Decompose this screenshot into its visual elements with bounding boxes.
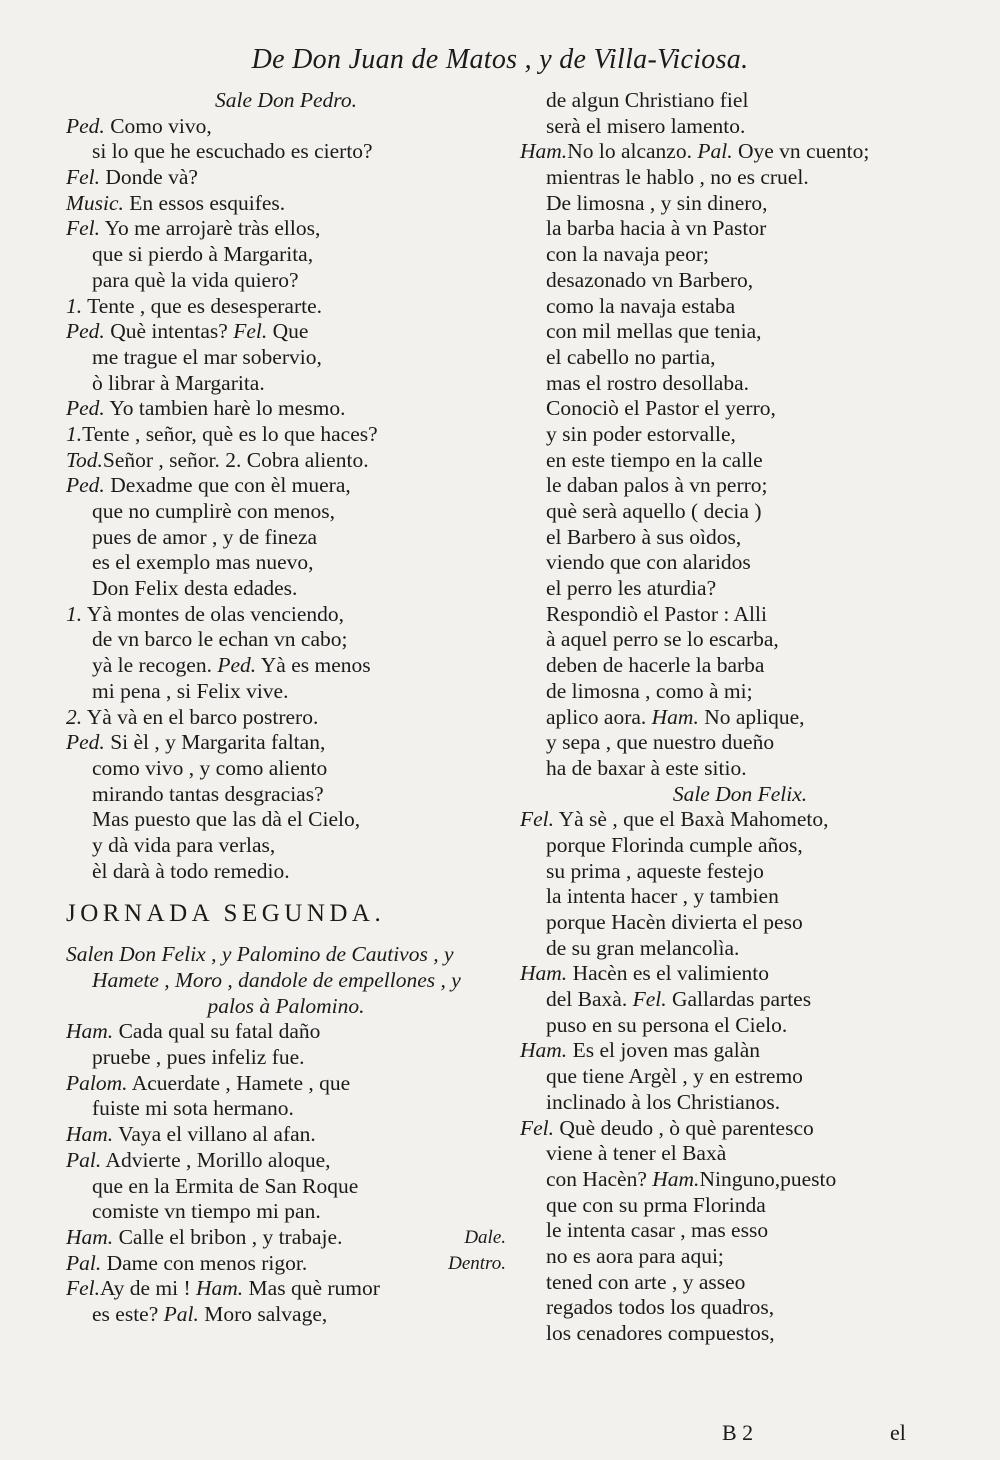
line-text: el Barbero à sus oìdos, xyxy=(546,524,742,549)
verse-line xyxy=(520,1013,960,1039)
line-text: como vivo , y como aliento xyxy=(92,755,328,780)
verse-line xyxy=(66,807,506,833)
line-text: yà le recogen. xyxy=(92,653,218,678)
right-column xyxy=(520,88,960,1347)
line-text: tened con arte , y asseo xyxy=(546,1269,746,1294)
line-text: Moro salvage, xyxy=(198,1301,328,1326)
verse-line xyxy=(66,268,506,294)
verse-line xyxy=(520,473,960,499)
verse-line xyxy=(520,294,960,320)
line-text: inclinado à los Christianos. xyxy=(546,1089,781,1114)
speaker-label: Ham. xyxy=(520,139,568,164)
act-heading xyxy=(66,898,506,930)
verse-line xyxy=(520,859,960,885)
line-text: viene à tener el Baxà xyxy=(546,1141,727,1166)
verse-line xyxy=(520,165,960,191)
line-text: el perro les aturdia? xyxy=(546,576,717,601)
line-text: que tiene Argèl , y en estremo xyxy=(546,1064,803,1089)
speaker-label: Ped. xyxy=(66,730,105,755)
verse-line xyxy=(66,473,506,499)
verse-line xyxy=(520,1064,960,1090)
line-text: En essos esquifes. xyxy=(123,190,286,215)
line-text: de su gran melancolìa. xyxy=(546,935,740,960)
line-text: fuiste mi sota hermano. xyxy=(92,1096,294,1121)
line-text: èl darà à todo remedio. xyxy=(92,858,290,883)
line-text: ha de baxar à este sitio. xyxy=(546,755,747,780)
speaker-label: Ham. xyxy=(66,1122,114,1147)
verse-line xyxy=(520,936,960,962)
speaker-label: Music. xyxy=(66,190,124,215)
line-text: Sale Don Felix. xyxy=(672,781,808,806)
speaker-label: Ped. xyxy=(66,113,105,138)
line-text: la barba hacia à vn Pastor xyxy=(546,216,767,241)
verse-line xyxy=(66,216,506,242)
speaker-label: Fel. xyxy=(632,987,667,1012)
verse-line xyxy=(520,1218,960,1244)
verse-line xyxy=(520,1244,960,1270)
verse-line xyxy=(66,833,506,859)
verse-line xyxy=(66,782,506,808)
speaker-label: Fel. xyxy=(233,319,268,344)
verse-line xyxy=(520,242,960,268)
verse-line xyxy=(520,833,960,859)
speaker-label: Palom. xyxy=(66,1070,128,1095)
verse-line xyxy=(520,1090,960,1116)
speaker-label: Ped. xyxy=(66,319,105,344)
line-text: que con su prma Florinda xyxy=(546,1192,766,1217)
speaker-label: Pal. xyxy=(66,1147,102,1172)
line-text: Cada qual su fatal daño xyxy=(113,1019,321,1044)
speaker-label: 1. xyxy=(66,601,83,626)
line-text: mirando tantas desgracias? xyxy=(92,781,324,806)
line-text: Oye vn cuento; xyxy=(732,139,870,164)
line-text: Como vivo, xyxy=(104,113,212,138)
line-text: de limosna , como à mi; xyxy=(546,678,753,703)
line-text: que no cumplirè con menos, xyxy=(92,499,336,523)
verse-line xyxy=(66,1096,506,1122)
line-text: De limosna , y sin dinero, xyxy=(546,190,768,215)
line-text: Acuerdate , Hamete , que xyxy=(127,1070,351,1095)
verse-line xyxy=(66,165,506,191)
verse-line xyxy=(66,319,506,345)
verse-line xyxy=(520,114,960,140)
line-text: si lo que he escuchado es cierto? xyxy=(92,139,373,164)
line-text: ò librar à Margarita. xyxy=(92,370,265,395)
line-text: Respondiò el Pastor : Alli xyxy=(546,601,767,626)
verse-line xyxy=(520,550,960,576)
verse-line xyxy=(520,499,960,525)
verse-line xyxy=(66,1148,506,1174)
stage-direction xyxy=(66,968,506,994)
verse-line xyxy=(520,268,960,294)
line-text: y sepa , que nuestro dueño xyxy=(546,730,775,755)
speaker-label: Fel. xyxy=(66,216,101,241)
line-text: Don Felix desta edades. xyxy=(92,576,298,601)
verse-line xyxy=(520,627,960,653)
stage-direction xyxy=(66,88,506,114)
verse-line xyxy=(520,371,960,397)
line-text: me trague el mar sobervio, xyxy=(92,344,322,369)
verse-line xyxy=(520,756,960,782)
line-text: Ninguno,puesto xyxy=(699,1166,837,1191)
signature-mark: B 2 xyxy=(722,1420,754,1445)
verse-line xyxy=(520,525,960,551)
verse-line xyxy=(66,371,506,397)
verse-line xyxy=(520,653,960,679)
line-text: Señor , señor. 2. Cobra aliento. xyxy=(102,447,369,472)
verse-line xyxy=(66,1122,506,1148)
verse-line xyxy=(520,1193,960,1219)
line-text: Yo me arrojarè tràs ellos, xyxy=(100,216,321,241)
speaker-label: Ped. xyxy=(217,653,257,678)
line-text: Si èl , y Margarita faltan, xyxy=(104,730,326,755)
verse-line xyxy=(66,627,506,653)
stage-direction xyxy=(66,994,506,1020)
line-text: deben de hacerle la barba xyxy=(546,653,765,678)
verse-line xyxy=(520,576,960,602)
line-text: de vn barco le echan vn cabo; xyxy=(92,627,348,652)
line-text: y dà vida para verlas, xyxy=(92,832,276,857)
verse-line xyxy=(520,319,960,345)
line-text: que si pierdo à Margarita, xyxy=(92,242,314,267)
verse-line xyxy=(520,807,960,833)
line-text: Calle el bribon , y trabaje. xyxy=(113,1224,343,1249)
line-text: Mas què rumor xyxy=(243,1276,380,1301)
verse-line xyxy=(520,1141,960,1167)
verse-line xyxy=(520,88,960,114)
speaker-label: Fel. xyxy=(520,1115,555,1140)
verse-line xyxy=(520,1295,960,1321)
verse-line xyxy=(520,961,960,987)
speaker-label: Ham. xyxy=(195,1276,244,1301)
verse-line xyxy=(66,1199,506,1225)
verse-line xyxy=(66,139,506,165)
line-text: que en la Ermita de San Roque xyxy=(92,1173,359,1198)
verse-line xyxy=(520,910,960,936)
stage-direction xyxy=(66,942,506,968)
verse-line xyxy=(520,422,960,448)
line-text: Mas puesto que las dà el Cielo, xyxy=(92,807,361,832)
stage-aside: Dentro. xyxy=(448,1252,506,1274)
verse-line xyxy=(66,576,506,602)
line-text: desazonado vn Barbero, xyxy=(546,267,754,292)
verse-line xyxy=(520,1270,960,1296)
line-text: porque Hacèn divierta el peso xyxy=(546,910,803,934)
line-text: Dame con menos rigor. xyxy=(101,1250,308,1275)
verse-line xyxy=(520,1038,960,1064)
line-text: Yo tambien harè lo mesmo. xyxy=(104,396,346,421)
verse-line xyxy=(520,602,960,628)
verse-line xyxy=(520,1167,960,1193)
line-text: No lo alcanzo. xyxy=(567,139,698,164)
left-column xyxy=(66,88,506,1328)
verse-line xyxy=(66,1251,506,1277)
line-text: no es aora para aqui; xyxy=(546,1243,724,1268)
speaker-label: Pal. xyxy=(66,1250,102,1275)
line-text: Tente , señor, què es lo que haces? xyxy=(82,421,378,446)
verse-line xyxy=(66,679,506,705)
verse-line xyxy=(66,602,506,628)
line-text: le intenta casar , mas esso xyxy=(546,1218,769,1243)
line-text: à aquel perro se lo escarba, xyxy=(546,627,779,652)
speaker-label: Pal. xyxy=(697,139,733,164)
speaker-label: Ham. xyxy=(652,1166,700,1191)
line-text: Vaya el villano al afan. xyxy=(113,1122,316,1147)
speaker-label: Fel. xyxy=(66,1276,101,1301)
line-text: su prima , aqueste festejo xyxy=(546,858,764,883)
line-text: Donde và? xyxy=(100,165,198,190)
verse-line xyxy=(66,653,506,679)
verse-line xyxy=(520,1116,960,1142)
verse-line xyxy=(66,294,506,320)
verse-line xyxy=(66,242,506,268)
line-text: con Hacèn? xyxy=(546,1166,653,1191)
speaker-label: Pal. xyxy=(163,1301,199,1326)
speaker-label: Ham. xyxy=(66,1224,114,1249)
verse-line xyxy=(520,884,960,910)
line-text: los cenadores compuestos, xyxy=(546,1321,775,1345)
verse-line xyxy=(66,1225,506,1251)
line-text: mi pena , si Felix vive. xyxy=(92,678,289,703)
line-text: Sale Don Pedro. xyxy=(215,88,357,112)
verse-line xyxy=(66,396,506,422)
verse-line xyxy=(66,525,506,551)
line-text: Què intentas? xyxy=(104,319,234,344)
line-text: del Baxà. xyxy=(546,987,633,1012)
catchword: el xyxy=(890,1420,906,1445)
line-text: pues de amor , y de fineza xyxy=(92,524,318,549)
line-text: palos à Palomino. xyxy=(207,993,365,1018)
verse-line xyxy=(520,139,960,165)
stage-direction xyxy=(520,782,960,808)
line-text: puso en su persona el Cielo. xyxy=(546,1012,788,1037)
verse-line xyxy=(520,1321,960,1347)
line-text: Yà và en el barco postrero. xyxy=(82,704,319,729)
line-text: què serà aquello ( decia ) xyxy=(546,499,762,523)
verse-line xyxy=(66,859,506,885)
line-text: con la navaja peor; xyxy=(546,242,709,267)
verse-line xyxy=(520,448,960,474)
line-text: es el exemplo mas nuevo, xyxy=(92,550,314,575)
verse-line xyxy=(66,499,506,525)
line-text: serà el misero lamento. xyxy=(546,113,746,138)
line-text: y sin poder estorvalle, xyxy=(546,421,736,446)
line-text: mientras le hablo , no es cruel. xyxy=(546,165,809,190)
speaker-label: Ham. xyxy=(520,961,568,986)
speaker-label: 1. xyxy=(66,293,83,318)
verse-line xyxy=(520,730,960,756)
speaker-label: Fel. xyxy=(520,807,555,832)
verse-line xyxy=(520,396,960,422)
line-text: comiste vn tiempo mi pan. xyxy=(92,1199,321,1224)
verse-line xyxy=(66,705,506,731)
verse-line xyxy=(66,756,506,782)
line-text: Hamete , Moro , dandole de empellones , y xyxy=(92,968,461,992)
line-text: viendo que con alaridos xyxy=(546,550,751,575)
line-text: Salen Don Felix , y Palomino de Cautivos , y xyxy=(66,942,454,967)
line-text: porque Florinda cumple años, xyxy=(546,832,803,857)
line-text: el cabello no partia, xyxy=(546,344,716,369)
verse-line xyxy=(66,550,506,576)
line-text: JORNADA SEGUNDA. xyxy=(66,900,386,928)
line-text: regados todos los quadros, xyxy=(546,1295,775,1320)
line-text: Gallardas partes xyxy=(666,987,812,1012)
verse-line xyxy=(66,191,506,217)
line-text: con mil mellas que tenia, xyxy=(546,319,762,344)
speaker-label: Ham. xyxy=(651,704,699,729)
line-text: es este? xyxy=(92,1301,164,1326)
verse-line xyxy=(66,1276,506,1302)
verse-line xyxy=(520,705,960,731)
verse-line xyxy=(520,679,960,705)
line-text: le daban palos à vn perro; xyxy=(546,473,768,498)
speaker-label: Fel. xyxy=(66,165,101,190)
running-header: De Don Juan de Matos , y de Villa-Viciosa. xyxy=(251,44,749,75)
line-text: Tente , que es desesperarte. xyxy=(82,293,322,318)
line-text: Yà sè , que el Baxà Mahometo, xyxy=(554,807,829,832)
speaker-label: Ham. xyxy=(520,1038,568,1063)
verse-line xyxy=(66,1045,506,1071)
verse-line xyxy=(66,1302,506,1328)
line-text: Dexadme que con èl muera, xyxy=(104,473,351,498)
line-text: mas el rostro desollaba. xyxy=(546,370,750,395)
line-text: Hacèn es el valimiento xyxy=(567,961,769,986)
verse-line xyxy=(66,1019,506,1045)
line-text: Es el joven mas galàn xyxy=(567,1038,761,1063)
verse-line xyxy=(66,730,506,756)
speaker-label: Ham. xyxy=(66,1019,114,1044)
verse-line xyxy=(66,422,506,448)
line-text: en este tiempo en la calle xyxy=(546,447,763,472)
line-text: Que xyxy=(267,319,309,344)
line-text: Yà montes de olas venciendo, xyxy=(82,601,345,626)
speaker-label: 1. xyxy=(66,421,83,446)
line-text: Ay de mi ! xyxy=(100,1276,196,1301)
line-text: Advierte , Morillo aloque, xyxy=(101,1147,331,1172)
verse-line xyxy=(66,1174,506,1200)
line-text: la intenta hacer , y tambien xyxy=(546,884,779,909)
speaker-label: Ped. xyxy=(66,396,105,421)
line-text: de algun Christiano fiel xyxy=(546,88,749,112)
line-text: Yà es menos xyxy=(256,653,371,678)
line-text: Conociò el Pastor el yerro, xyxy=(546,396,776,421)
stage-aside: Dale. xyxy=(464,1226,506,1248)
line-text: Què deudo , ò què parentesco xyxy=(554,1115,814,1140)
verse-line xyxy=(520,987,960,1013)
line-text: pruebe , pues infeliz fue. xyxy=(92,1045,305,1070)
verse-line xyxy=(520,216,960,242)
line-text: No aplique, xyxy=(698,704,805,729)
verse-line xyxy=(520,345,960,371)
speaker-label: 2. xyxy=(66,704,83,729)
verse-line xyxy=(66,114,506,140)
line-text: como la navaja estaba xyxy=(546,293,736,318)
verse-line xyxy=(66,345,506,371)
line-text: para què la vida quiero? xyxy=(92,267,299,292)
line-text: aplico aora. xyxy=(546,704,652,729)
verse-line xyxy=(66,1071,506,1097)
verse-line xyxy=(66,448,506,474)
speaker-label: Ped. xyxy=(66,473,105,498)
verse-line xyxy=(520,191,960,217)
speaker-label: Tod. xyxy=(66,447,103,472)
